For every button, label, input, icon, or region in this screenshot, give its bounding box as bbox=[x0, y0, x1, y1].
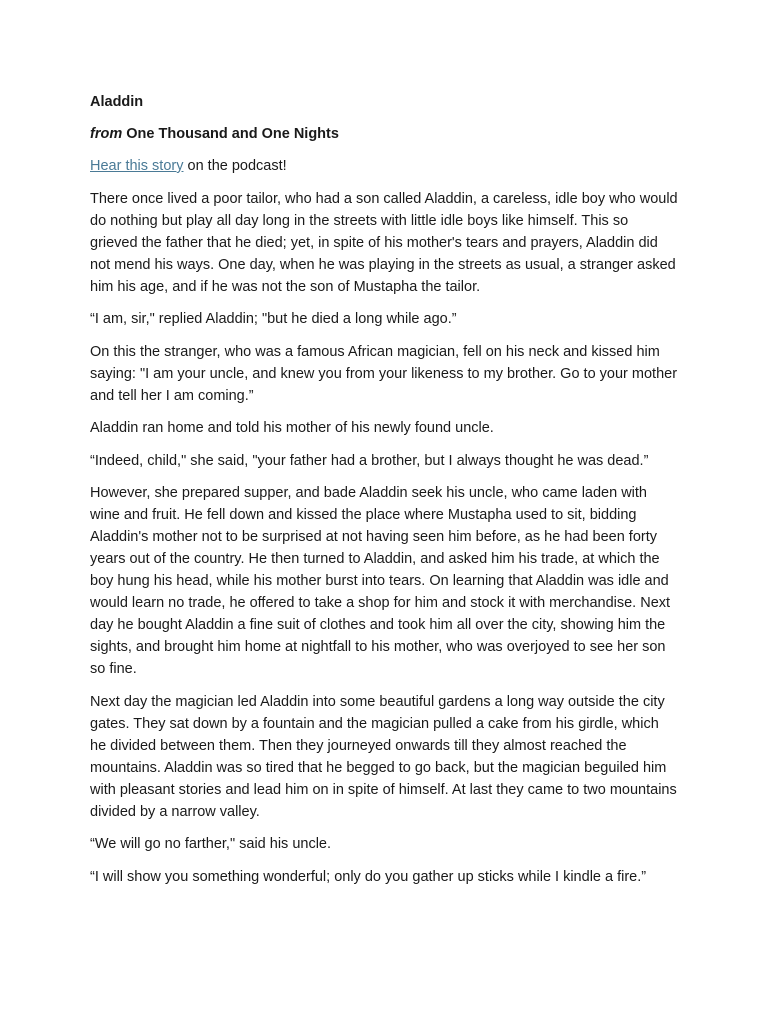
podcast-line bbox=[90, 155, 678, 177]
subtitle-from: from bbox=[90, 126, 123, 142]
story-paragraph-1: There once lived a poor tailor, who had a son called Aladdin, a careless, idle boy who would do nothing but play all day long in the streets with little idle boys like himself. This so grieved the father that he died; yet, in spite of his mother's tears and prayers, Aladdin did not mend his ways. One day, when he was playing in the streets as usual, a stranger asked him his age, and if he was not the son of Mustapha the tailor. bbox=[90, 190, 678, 295]
story-paragraph-9: “I will show you something wonderful; only do you gather up sticks while I kindle a fire.” bbox=[90, 868, 647, 885]
story-paragraph-5: “Indeed, child," she said, "your father had a brother, but I always thought he was dead.” bbox=[90, 452, 649, 469]
podcast-link[interactable]: Hear this story bbox=[90, 158, 184, 174]
subtitle-source: One Thousand and One Nights bbox=[122, 126, 339, 142]
story-page bbox=[90, 91, 678, 898]
story-paragraph-8: “We will go no farther," said his uncle. bbox=[90, 836, 332, 852]
story-paragraph-6: However, she prepared supper, and bade Aladdin seek his uncle, who came laden with wine and fruit. He fell down and kissed the place where Mustapha used to sit, bidding Aladdin's mother not to be surprised at not having seen him before, as he had been forty years out of the country. He then turned to Aladdin, and asked him his trade, at which the boy hung his head, while his mother burst into tears. On learning that Aladdin was idle and would learn no trade, he offered to take a shop for him and stock it with merchandise. Next day he bought Aladdin a fine suit of clothes and took him all over the city, showing him the sights, and brought him home at nightfall to his mother, who was overjoyed to see her son so fine. bbox=[90, 485, 671, 677]
story-paragraph-7: Next day the magician led Aladdin into some beautiful gardens a long way outside the city gates. They sat down by a fountain and the magician pulled a cake from his girdle, which he divided between them. Then they journeyed onwards till they almost reached the mountains. Aladdin was so tired that he begged to go back, but the magician beguiled him with pleasant stories and lead him on in spite of himself. At last they came to two mountains divided by a narrow valley. bbox=[90, 693, 677, 820]
podcast-line-text: on the podcast! bbox=[183, 158, 287, 174]
story-subtitle bbox=[90, 123, 678, 145]
story-paragraph-4: Aladdin ran home and told his mother of his newly found uncle. bbox=[90, 420, 494, 436]
story-paragraph-2: “I am, sir," replied Aladdin; "but he died a long while ago.” bbox=[90, 311, 457, 327]
story-title: Aladdin bbox=[90, 94, 144, 110]
story-paragraph-3: On this the stranger, who was a famous African magician, fell on his neck and kissed him saying: "I am your uncle, and knew you from your likeness to my brother. Go to your mother and tell her I am coming.” bbox=[90, 343, 678, 404]
